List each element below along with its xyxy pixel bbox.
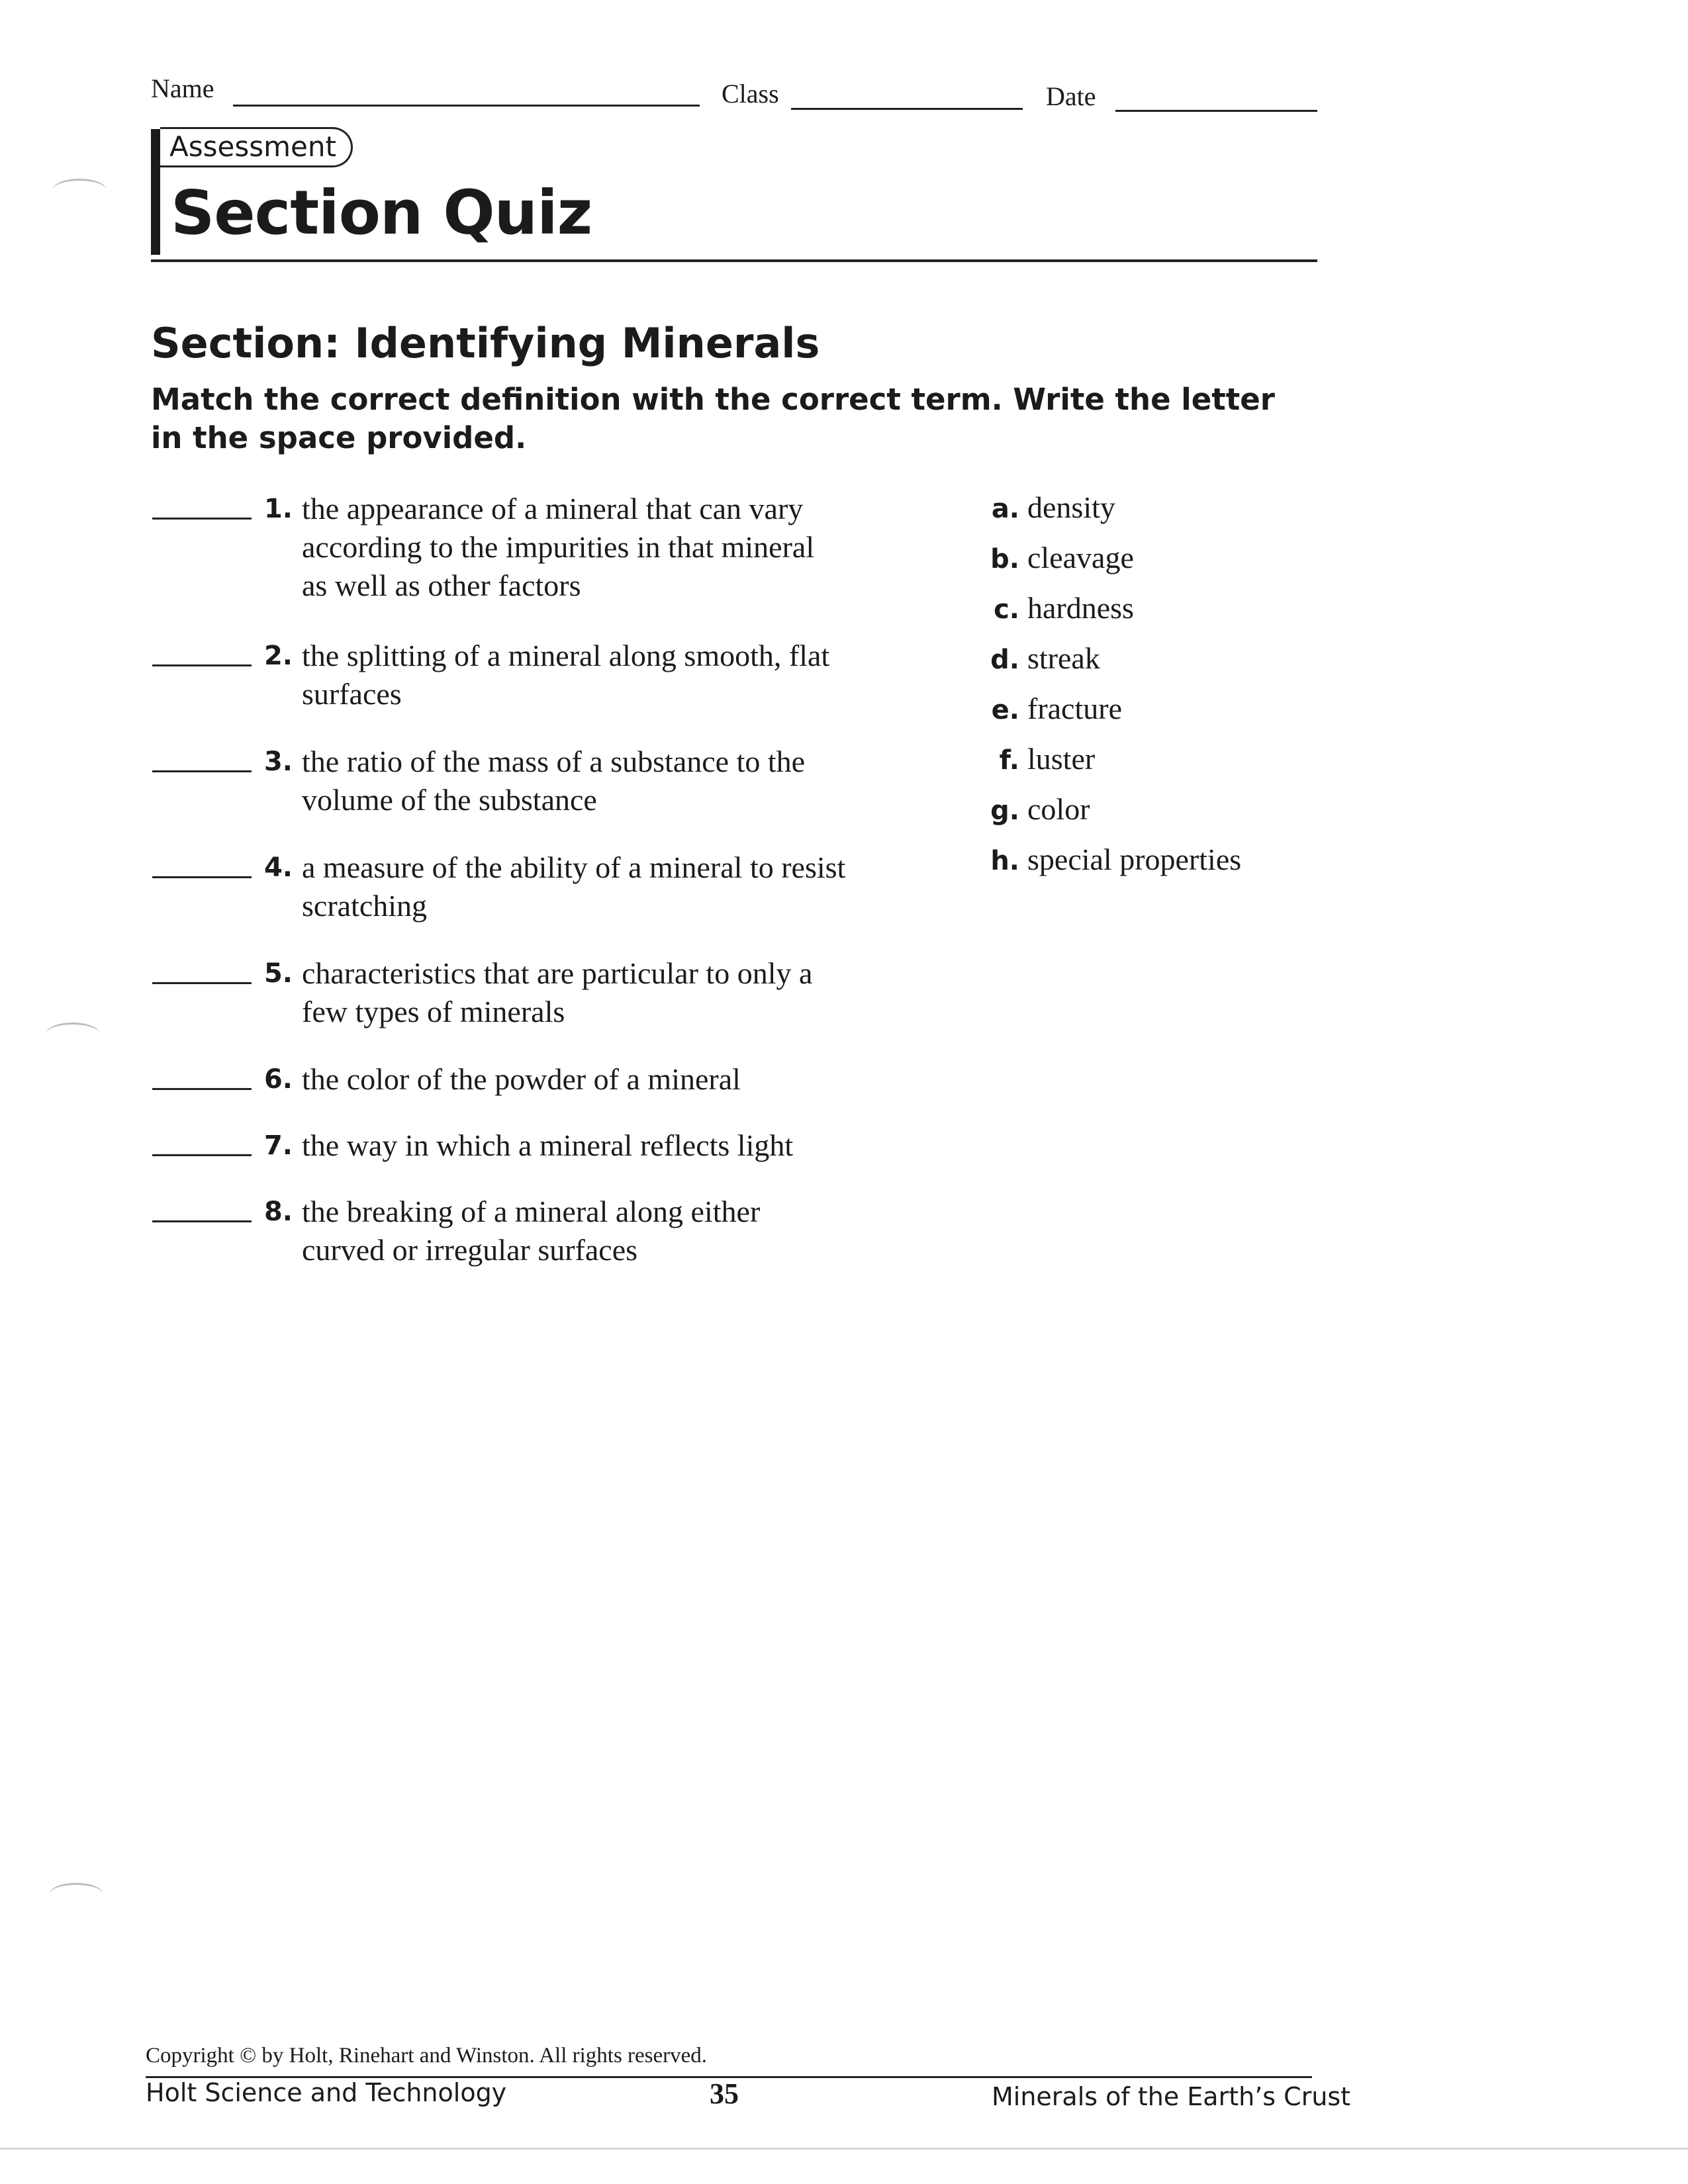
question-line: the breaking of a mineral along either [302, 1195, 761, 1228]
question-text [302, 490, 964, 605]
question-line: according to the impurities in that mineral [302, 530, 815, 564]
answer-blank[interactable] [152, 664, 252, 666]
question-line: the appearance of a mineral that can vary [302, 492, 804, 525]
name-label: Name [151, 73, 214, 103]
name-field[interactable] [233, 105, 700, 107]
choice-term: luster [1027, 742, 1096, 776]
answer-blank[interactable] [152, 1220, 252, 1222]
choice-letter: f. [999, 745, 1019, 776]
question-line: characteristics that are particular to only a [302, 956, 813, 990]
question-number: 8. [263, 1197, 293, 1227]
scan-mark [50, 1883, 103, 1905]
answer-blank[interactable] [152, 770, 252, 772]
class-label: Class [722, 79, 779, 109]
choice-term: color [1027, 792, 1090, 826]
date-field[interactable] [1115, 110, 1317, 112]
page-title: Section Quiz [171, 177, 592, 248]
question-number: 6. [263, 1064, 293, 1095]
copyright: Copyright © by Holt, Rinehart and Winston. All rights reserved. [146, 2044, 708, 2068]
choice-letter: h. [990, 846, 1019, 876]
question-line: the ratio of the mass of a substance to the [302, 745, 806, 778]
question-number: 4. [263, 852, 293, 883]
choice-term: hardness [1027, 591, 1134, 625]
answer-blank[interactable] [152, 982, 252, 984]
question-text [302, 1126, 964, 1165]
question-line: scratching [302, 889, 428, 923]
choice-letter: e. [991, 695, 1019, 725]
footer-publisher: Holt Science and Technology [146, 2078, 507, 2107]
answer-blank[interactable] [152, 518, 252, 520]
question-text [302, 1060, 964, 1099]
page-number: 35 [710, 2077, 739, 2110]
title-rule [151, 259, 1317, 262]
question-line: as well as other factors [302, 569, 581, 602]
choice-letter: g. [990, 796, 1019, 826]
question-line: the splitting of a mineral along smooth, flat [302, 639, 830, 672]
question-number: 1. [263, 494, 293, 524]
answer-blank[interactable] [152, 1154, 252, 1156]
choice-term: density [1027, 490, 1115, 524]
answer-blank[interactable] [152, 876, 252, 878]
question-number: 2. [263, 641, 293, 671]
choice-term: fracture [1027, 692, 1122, 725]
question-number: 5. [263, 958, 293, 989]
question-line: curved or irregular surfaces [302, 1233, 638, 1267]
choice-letter: a. [991, 494, 1019, 524]
scan-mark [46, 1023, 99, 1044]
scan-mark [53, 179, 106, 201]
choice-term: cleavage [1027, 541, 1134, 574]
choice-term: special properties [1027, 842, 1242, 876]
instructions: Match the correct definition with the correct term. Write the letter in the space provided. [151, 382, 1275, 455]
question-line: surfaces [302, 677, 402, 711]
question-line: few types of minerals [302, 995, 565, 1028]
banner-bar [151, 129, 160, 255]
question-text [302, 848, 964, 925]
scan-edge [0, 2148, 1688, 2150]
question-line: volume of the substance [302, 783, 597, 817]
footer-chapter: Minerals of the Earth’s Crust [992, 2082, 1351, 2111]
question-text [302, 743, 964, 819]
choice-term: streak [1027, 641, 1100, 675]
answer-blank[interactable] [152, 1088, 252, 1090]
question-text [302, 637, 964, 713]
question-line: the color of the powder of a mineral [302, 1062, 741, 1096]
question-text [302, 954, 964, 1031]
class-field[interactable] [791, 108, 1023, 110]
question-number: 7. [263, 1130, 293, 1161]
date-label: Date [1046, 81, 1096, 111]
choice-letter: c. [994, 594, 1019, 625]
question-number: 3. [263, 747, 293, 777]
choice-letter: d. [990, 645, 1019, 675]
assessment-tag: Assessment [160, 127, 353, 167]
question-text [302, 1193, 964, 1269]
section-title: Section: Identifying Minerals [151, 319, 820, 367]
choice-letter: b. [990, 544, 1019, 574]
question-line: a measure of the ability of a mineral to resist [302, 850, 846, 884]
question-line: the way in which a mineral reflects light [302, 1128, 794, 1162]
